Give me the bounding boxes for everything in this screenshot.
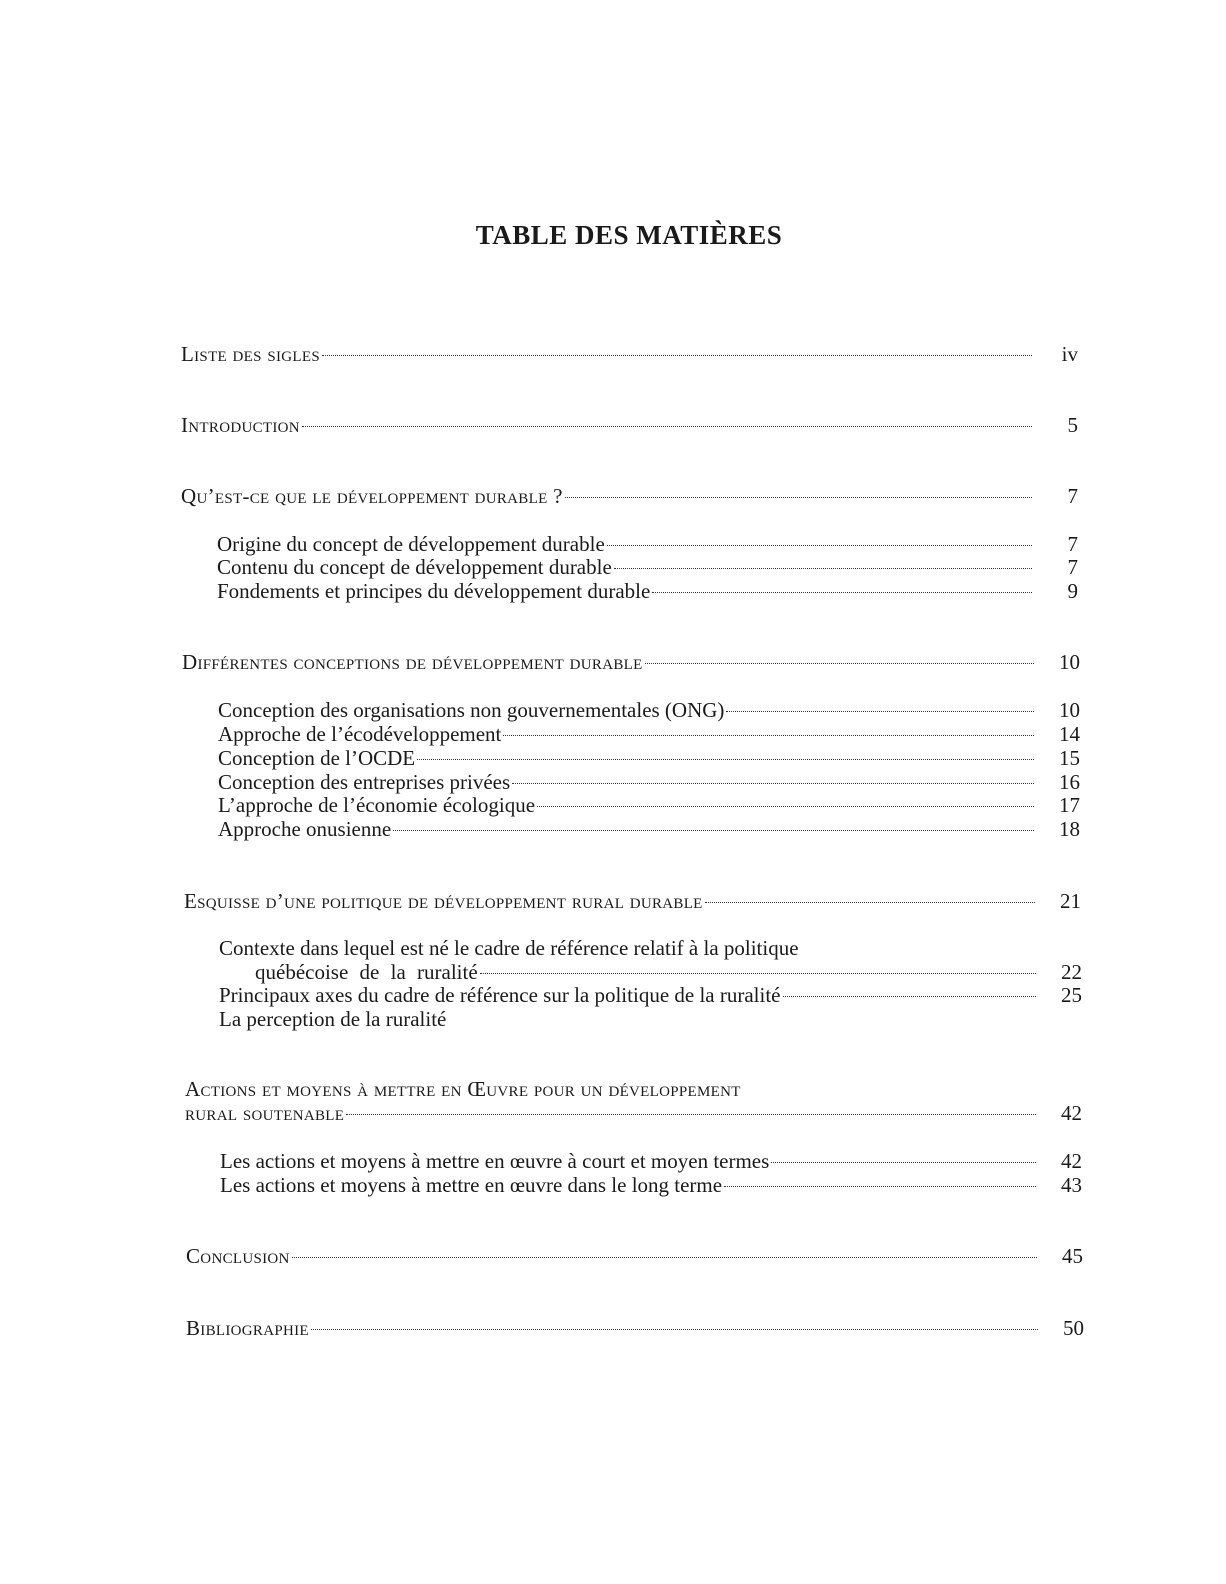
toc-entry-differentes-conceptions[interactable] [182,650,1080,674]
toc-entry-liste-des-sigles[interactable] [181,342,1078,366]
toc-subentry-perception[interactable]: La perception de la ruralité [219,1007,447,1031]
toc-entry-page: 5 [1067,413,1078,437]
dot-leader [480,973,1036,974]
dot-leader [346,1114,1036,1115]
toc-entry-page: 22 [1061,960,1082,984]
toc-subentry-ong[interactable] [218,698,1080,722]
toc-entry-page: 7 [1067,555,1078,579]
dot-leader [311,1329,1038,1330]
toc-subentry-contexte[interactable] [255,960,1082,984]
toc-entry-label: Différentes conceptions de développement durable [182,650,643,674]
toc-subentry-fondements[interactable] [217,579,1078,603]
toc-subentry-long-terme[interactable] [220,1173,1082,1197]
toc-entry-page: 25 [1061,983,1082,1007]
dot-leader [503,735,1034,736]
dot-leader [417,759,1034,760]
dot-leader [614,568,1032,569]
toc-subentry-contexte-line1: Contexte dans lequel est né le cadre de référence relatif à la politique [219,936,799,960]
toc-subentry-origine[interactable] [217,532,1078,556]
toc-entry-page: 16 [1059,770,1080,794]
toc-entry-page: 15 [1059,746,1080,770]
dot-leader [705,902,1035,903]
toc-subentry-economie-ecologique[interactable] [218,793,1080,817]
toc-entry-page: 50 [1063,1316,1084,1340]
dot-leader [393,830,1034,831]
dot-leader [724,1186,1036,1187]
toc-entry-page: 7 [1067,484,1078,508]
dot-leader [771,1162,1036,1163]
toc-entry-page: 45 [1062,1244,1083,1268]
toc-entry-actions-line1: Actions et moyens à mettre en Œuvre pour un développement [185,1077,741,1101]
toc-entry-introduction[interactable] [181,413,1078,437]
toc-entry-label: Les actions et moyens à mettre en œuvre à court et moyen termes [220,1149,770,1173]
toc-entry-page: 18 [1059,817,1080,841]
toc-subentry-contenu[interactable] [217,555,1078,579]
toc-entry-bibliographie[interactable] [186,1316,1084,1340]
toc-entry-label: québécoise de la ruralité [255,960,478,984]
dot-leader [322,355,1032,356]
toc-subentry-ocde[interactable] [218,746,1080,770]
dot-leader [645,663,1034,664]
toc-entry-esquisse[interactable] [184,889,1081,913]
toc-entry-page: 43 [1061,1173,1082,1197]
toc-entry-label: Conception des organisations non gouvernementales (ONG) [218,698,725,722]
toc-entry-label: Esquisse d’une politique de développement rural durable [184,889,703,913]
toc-entry-label: Liste des sigles [181,342,320,366]
toc-entry-label: Conception des entreprises privées [218,770,511,794]
toc-subentry-ecodeveloppement[interactable] [218,722,1080,746]
toc-entry-page: 7 [1067,532,1078,556]
toc-subentry-court-moyen[interactable] [220,1149,1082,1173]
toc-entry-label: Approche onusienne [218,817,392,841]
toc-entry-label: L’approche de l’économie écologique [218,793,536,817]
toc-entry-label: Approche de l’écodéveloppement [218,722,502,746]
toc-entry-page: 17 [1059,793,1080,817]
dot-leader [607,545,1032,546]
toc-entry-label: rural soutenable [185,1101,345,1125]
toc-entry-conclusion[interactable] [186,1244,1083,1268]
toc-entry-page: 14 [1059,722,1080,746]
toc-entry-page: iv [1061,342,1078,366]
page-title: TABLE DES MATIÈRES [475,220,783,250]
toc-entry-label: Introduction [181,413,300,437]
dot-leader [512,783,1034,784]
toc-subentry-onusienne[interactable] [218,817,1080,841]
dot-leader [292,1257,1037,1258]
toc-entry-page: 42 [1061,1101,1082,1125]
toc-entry-page: 21 [1060,889,1081,913]
toc-entry-label: Principaux axes du cadre de référence sur la politique de la ruralité [219,983,781,1007]
dot-leader [726,711,1034,712]
toc-entry-label: Conclusion [186,1244,290,1268]
toc-entry-label: Les actions et moyens à mettre en œuvre dans le long terme [220,1173,723,1197]
toc-subentry-entreprises[interactable] [218,770,1080,794]
toc-entry-page: 42 [1061,1149,1082,1173]
toc-entry-label: Qu’est-ce que le développement durable ? [181,484,563,508]
toc-entry-label: Contenu du concept de développement durable [217,555,612,579]
dot-leader [652,592,1032,593]
toc-entry-label: Conception de l’OCDE [218,746,416,770]
dot-leader [302,426,1032,427]
toc-entry-page: 9 [1067,579,1078,603]
toc-entry-label: Fondements et principes du développement durable [217,579,651,603]
toc-entry-quest-ce-que[interactable] [181,484,1078,508]
toc-entry-label: Bibliographie [186,1316,309,1340]
toc-entry-page: 10 [1059,650,1080,674]
dot-leader [783,996,1037,997]
toc-entry-page: 10 [1059,698,1080,722]
toc-entry-label: Origine du concept de développement durable [217,532,605,556]
toc-subentry-principaux-axes[interactable] [219,983,1082,1007]
toc-entry-actions[interactable] [185,1101,1082,1125]
dot-leader [537,806,1034,807]
dot-leader [565,497,1032,498]
